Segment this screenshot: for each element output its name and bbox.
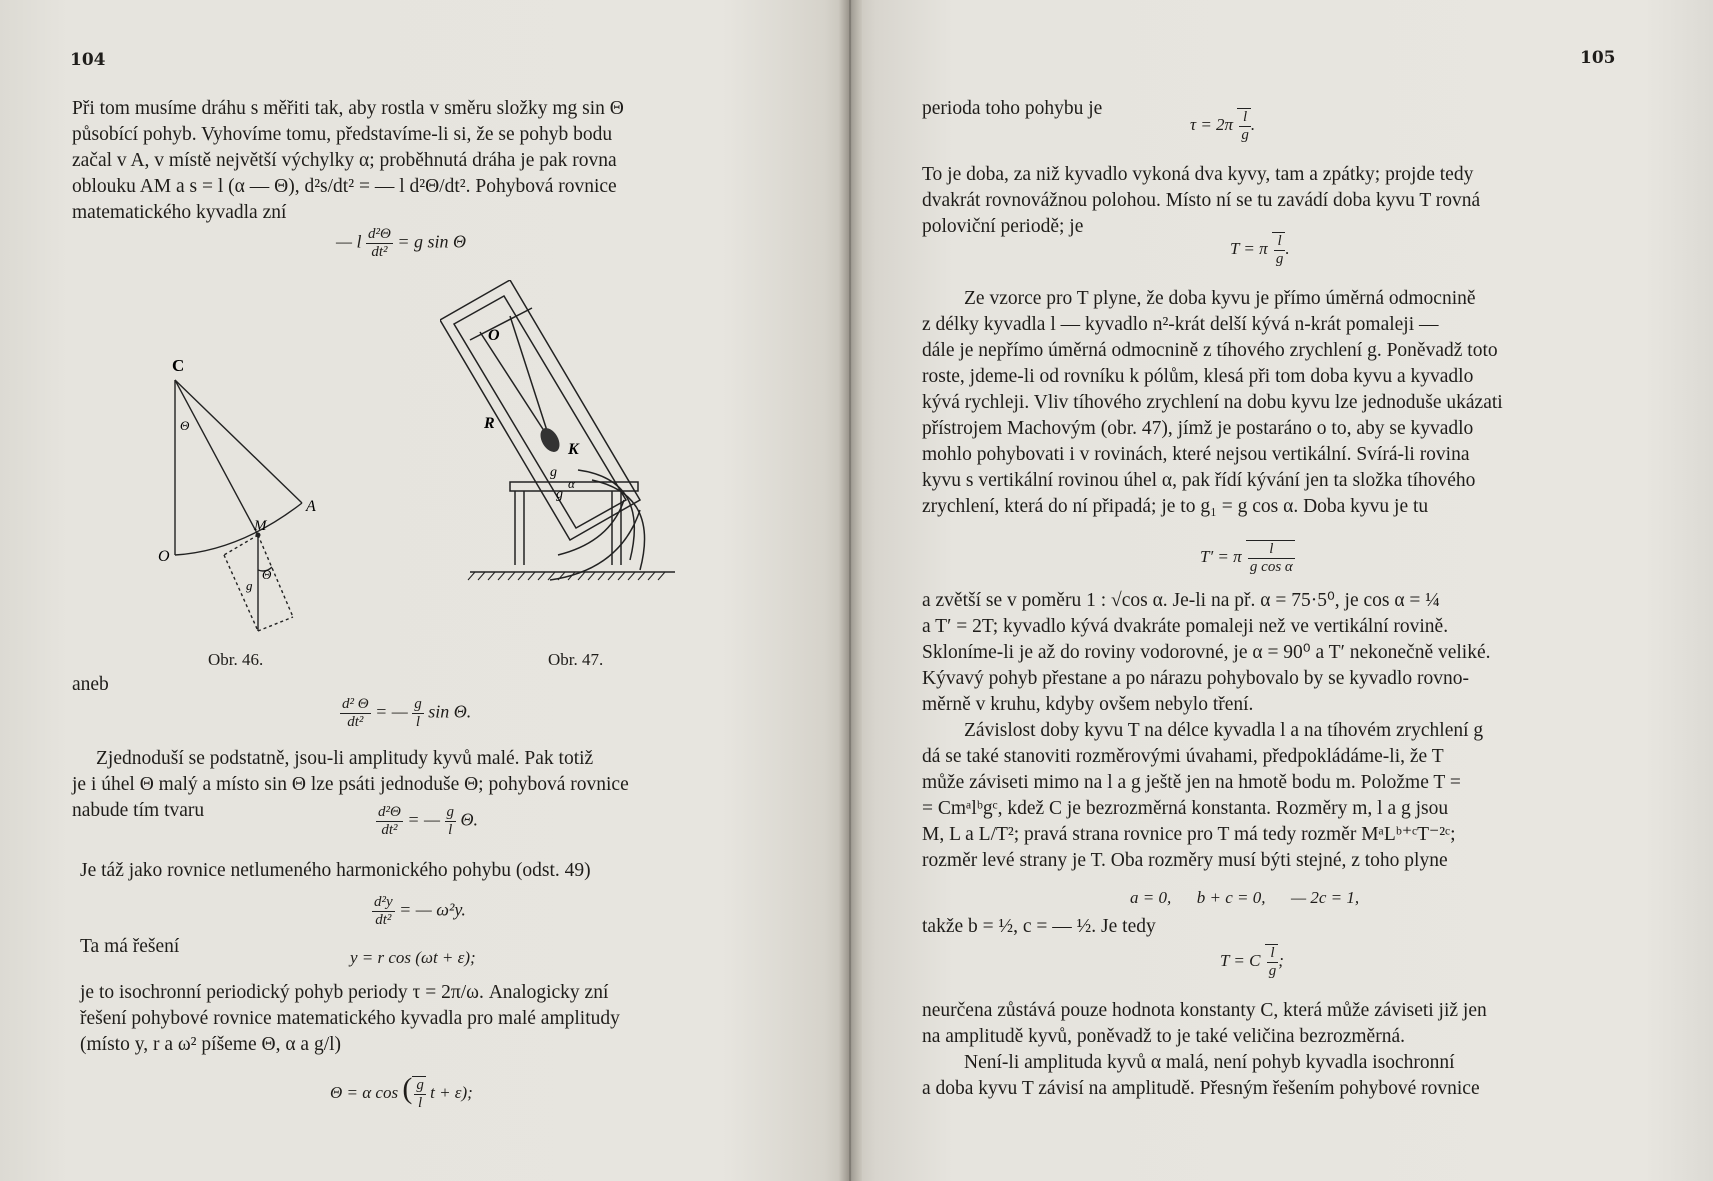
text-line: řešení pohybové rovnice matematického kyvadla pro malé amplitudy [80,1008,620,1029]
left-page [0,0,850,1181]
text-line: dá se také stanoviti rozměrovými úvahami, předpokládáme-li, že T [922,746,1444,767]
eq-suffix: ; [1278,950,1284,970]
eq-num: g [414,696,422,712]
eq-num: g [446,804,454,820]
text-line: a doba kyvu T závisí na amplitudě. Přesným řešením pohybové rovnice [922,1078,1480,1099]
fig47-label-R: R [484,415,495,432]
eq-suffix: t + ε); [430,1083,473,1102]
page-number-left: 104 [70,50,106,70]
text-line: měrně v kruhu, kdyby ovšem nebylo tření. [922,694,1254,715]
text-line: = Cmᵃlᵇgᶜ, kdež C je bezrozměrná konstanta. Rozměry m, l a g jsou [922,798,1449,819]
text-line: na amplitudě kyvů, poněvadž to je také veličina bezrozměrná. [922,1026,1405,1047]
eq-num: d²y [374,894,393,910]
eq-den: dt² [381,822,398,838]
text-line: mohlo pohybovati i v rovinách, které nejsou vertikální. Svírá-li rovina [922,444,1470,465]
fig47-label-K: K [568,441,579,458]
page-number-right: 105 [1580,48,1616,68]
text-line: takže b = ½, c = — ½. Je tedy [922,916,1156,937]
eq-suffix: = g sin Θ [397,231,467,252]
fig46-label-O: O [158,548,170,565]
eq-den: g [1268,963,1277,979]
fig46-label-C: C [172,356,185,375]
text-line: neurčena zůstává pouze hodnota konstanty C, která může záviseti již jen [922,1000,1487,1021]
text-line: M, L a L/T²; pravá strana rovnice pro T má tedy rozměr MᵃLᵇ⁺ᶜT⁻²ᶜ; [922,824,1456,845]
eq-den: l [418,1095,423,1112]
text-line: poloviční periodě; je [922,216,1084,237]
eq-fraction [366,226,393,261]
fig47-label-O: O [488,327,500,344]
text-line: a T′ = 2T; kyvadlo kývá dvakráte pomaleji než ve vertikální rovině. [922,616,1449,637]
text-line: Není-li amplituda kyvů α malá, není pohyb kyvadla isochronní [964,1052,1455,1073]
text-line: perioda toho pohybu je [922,98,1103,119]
eq-prefix: T′ = π [1200,546,1242,566]
eq-den: g [1275,251,1284,267]
text-line: Kývavý pohyb přestane a po nárazu pohybovalo by se kyvadlo rovno- [922,668,1469,689]
figure-46-caption: Obr. 46. [208,650,264,669]
equation-5: y = r cos (ωt + ε); [350,948,476,967]
equation-2 [340,696,471,731]
eq-fraction [414,1077,426,1112]
figure-47 [440,280,690,630]
text-line: přístrojem Machovým (obr. 47), jímž je postaráno o to, aby se kyvadlo [922,418,1474,439]
text-line: kyvu s vertikální rovinou úhel α, pak řídí kývání jen ta složka tíhového [922,470,1476,491]
fig46-label-theta: Θ [180,418,190,433]
equation-6: Θ = α cos ( $\frac{g}{l}$ t + ε); [330,1072,473,1112]
text-line: kývá rychleji. Vliv tíhového zrychlení na dobu kyvu lze jednoduše ukázati [922,392,1503,413]
eq-den: dt² [347,714,364,730]
text-line: rozměr levé strany je T. Oba rozměry musí býti stejné, z toho plyne [922,850,1448,871]
text-line: působící pohyb. Vyhovíme tomu, představíme-li si, že se pohyb bodu [72,124,613,145]
eq-den: dt² [375,912,392,928]
equation-tau [1190,108,1255,144]
text-line: roste, jdeme-li od rovníku k pólům, klesá při tom doba kyvu a kyvadlo [922,366,1474,387]
eq-num: l [1239,109,1251,127]
equation-4 [372,894,466,929]
text-line: Ze vzorce pro T plyne, že doba kyvu je přímo úměrná odmocnině [964,288,1476,309]
eq-prefix: T = C [1220,950,1261,970]
text-line: Ta má řešení [80,936,180,957]
eq-den: l [448,822,453,838]
eq-mid: = — [375,701,408,722]
text-line: To je doba, za niž kyvadlo vykoná dva kyvy, tam a zpátky; projde tedy [922,164,1474,185]
eq-prefix: τ = 2π [1190,114,1234,134]
eq-num: g [416,1077,424,1094]
eq-den: dt² [371,244,388,260]
equation-3 [376,804,478,839]
book-gutter [838,0,862,1181]
fig46-label-theta2: Θ [262,567,272,582]
eq-num: l [1267,945,1279,963]
eq-fraction [1239,109,1251,144]
fig47-label-g2: g [556,487,563,502]
fig46-label-A: A [306,498,316,515]
text-line: Je táž jako rovnice netlumeného harmonického pohybu (odst. 49) [80,860,591,881]
eq-num: d² Θ [342,696,369,712]
text-line: oblouku AM a s = l (α — Θ), d²s/dt² = — l d²Θ/dt². Pohybová rovnice [72,176,617,197]
eq-num: l [1248,541,1295,559]
figure-46 [150,355,330,635]
eq-suffix: = — ω²y. [399,899,466,920]
fig46-label-g: g [246,578,253,593]
text-line: Při tom musíme dráhu s měřiti tak, aby rostla v směru složky mg sin Θ [72,98,624,119]
equation-T [1230,232,1290,268]
equation-motion [336,226,466,261]
eq-fraction [1274,233,1286,268]
text-line: Skloníme-li je až do roviny vodorovné, je α = 90⁰ a T′ nekonečně veliké. [922,642,1491,663]
eq-fraction [376,804,403,839]
text-line: matematického kyvadla zní [72,202,287,223]
text-line: nabude tím tvaru [72,800,205,821]
eq-num: d²Θ [378,804,401,820]
equation-C [1220,944,1284,980]
text-line: (místo y, r a ω² píšeme Θ, α a g/l) [80,1034,342,1055]
eq-suffix: sin Θ. [428,701,472,722]
eq-prefix: Θ = α cos [330,1083,399,1102]
eq-fraction [445,804,457,839]
figure-47-caption: Obr. 47. [548,650,604,669]
text-line: zrychlení, která do ní připadá; je to g₁ = g cos α. Doba kyvu je tu [922,496,1429,517]
text-line: je to isochronní periodický pohyb periody τ = 2π/ω. Analogicky zní [80,982,609,1003]
text-line: Závislost doby kyvu T na délce kyvadla l a na tíhovém zrychlení g [964,720,1484,741]
eq-fraction [372,894,395,929]
eq-suffix: . [1250,114,1256,134]
eq-fraction [1267,945,1279,980]
eq-suffix: . [1285,238,1290,258]
fig46-label-M: M [254,518,267,534]
eq-den: g [1241,127,1249,143]
eq-fraction [340,696,371,731]
eq-den: g cos α [1249,559,1293,575]
text-line: a zvětší se v poměru 1 : √cos α. Je-li na př. α = 75·5⁰, je cos α = ¼ [922,590,1440,611]
equation-dims: a = 0, b + c = 0, — 2c = 1, [1130,888,1360,907]
text-line: dále je nepřímo úměrná odmocnině z tíhového zrychlení g. Poněvadž toto [922,340,1498,361]
eq-suffix: Θ. [460,809,478,830]
equation-Tprime [1200,540,1295,576]
text-line: Zjednoduší se podstatně, jsou-li amplitudy kyvů malé. Pak totiž [96,748,594,769]
right-page [850,0,1713,1181]
eq-prefix: T = π [1230,238,1268,258]
eq-prefix: — l [336,231,362,252]
eq-fraction [412,696,424,731]
text-line: dvakrát rovnovážnou polohou. Místo ní se tu zavádí doba kyvu T rovná [922,190,1481,211]
fig47-label-g1: g [550,465,557,480]
text-line: je i úhel Θ malý a místo sin Θ lze psáti jednoduše Θ; pohybová rovnice [72,774,629,795]
text-aneb: aneb [72,674,109,695]
eq-fraction [1248,541,1295,576]
text-line: začal v A, v místě největší výchylky α; proběhnutá dráha je pak rovna [72,150,617,171]
eq-mid: = — [407,809,440,830]
text-line: z délky kyvadla l — kyvadlo n²-krát delší kývá n-krát pomaleji — [922,314,1439,335]
fig47-label-alpha: α [568,476,575,491]
eq-num: d²Θ [368,226,391,242]
eq-num: l [1274,233,1286,251]
text-line: může záviseti mimo na l a g ještě jen na hmotě bodu m. Položme T = [922,772,1461,793]
eq-den: l [415,714,421,730]
